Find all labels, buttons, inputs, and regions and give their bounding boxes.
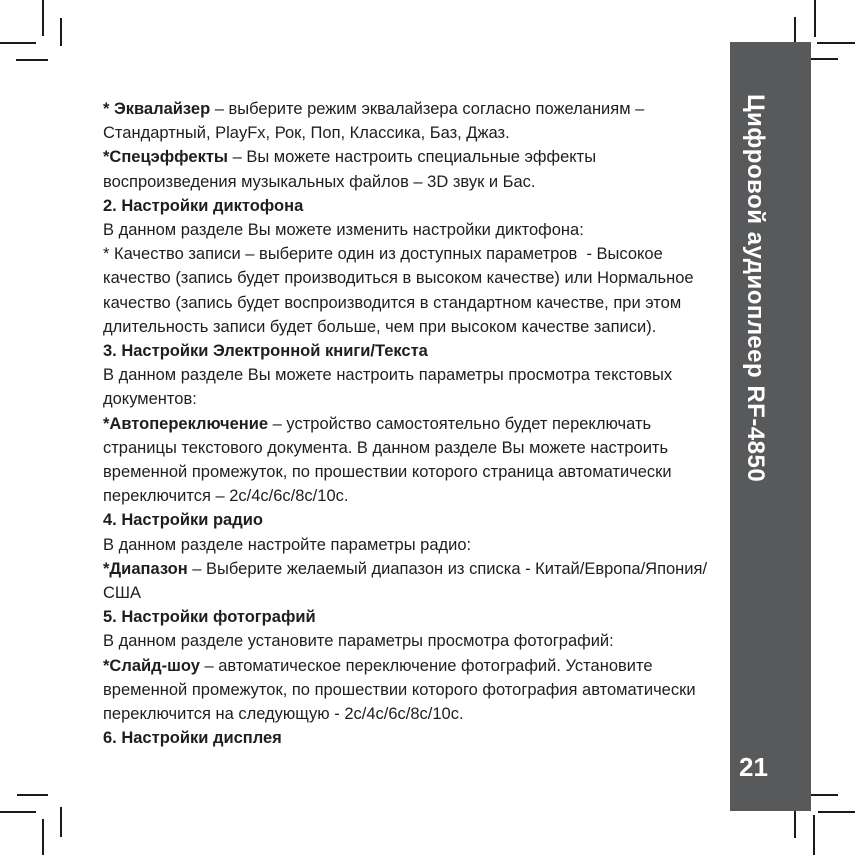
crop-mark [60, 807, 62, 837]
text-run: – Выберите желаемый диапазон из списка - Китай/Европа/Япония/ [187, 559, 708, 578]
text-line [103, 145, 723, 169]
text-run: воспроизведения музыкальных файлов – 3D звук и Бас. [103, 172, 536, 191]
text-run: * Качество записи – выберите один из доступных параметров - Высокое [103, 245, 663, 264]
crop-mark [813, 815, 815, 855]
text-run: В данном разделе Вы можете настроить параметры просмотра текстовых [103, 366, 673, 385]
text-run: страницы текстового документа. В данном разделе Вы можете настроить [103, 438, 669, 457]
bold-run: 6. Настройки дисплея [103, 729, 282, 748]
text-line [103, 242, 723, 266]
crop-mark [60, 18, 62, 46]
page-number: 21 [739, 752, 768, 782]
sidebar-tab [730, 42, 811, 811]
bold-run: 4. Настройки радио [103, 511, 263, 530]
text-run: В данном разделе Вы можете изменить настройки диктофона: [103, 221, 584, 240]
text-line [103, 557, 723, 581]
text-line [103, 412, 723, 436]
text-run: – автоматическое переключение фотографий. Установите [199, 656, 653, 675]
text-run: – Вы можете настроить специальные эффекты [228, 148, 597, 167]
sidebar-title: Цифровой аудиоплеер RF-4850 [742, 94, 769, 483]
crop-mark [808, 794, 838, 796]
text-run: – выберите режим эквалайзера согласно пожеланиям – [210, 100, 645, 118]
text-line [103, 702, 723, 726]
bold-run: 2. Настройки диктофона [103, 196, 304, 215]
text-run: длительность записи будет больше, чем при высоком качестве записи). [103, 317, 657, 336]
text-run: Стандартный, PlayFx, Рок, Поп, Классика, Баз, Джаз. [103, 124, 510, 143]
text-line [103, 363, 723, 387]
text-run: переключится на следующую - 2с/4с/6с/8с/10с. [103, 705, 464, 724]
text-line [103, 387, 723, 411]
bold-run: * Эквалайзер [103, 100, 211, 118]
text-line [103, 436, 723, 460]
bold-run: *Спецэффекты [103, 148, 228, 167]
text-run: В данном разделе настройте параметры радио: [103, 535, 472, 554]
text-run: В данном разделе установите параметры просмотра фотографий: [103, 632, 614, 651]
text-line [103, 581, 723, 605]
text-line [103, 484, 723, 508]
text-line [103, 460, 723, 484]
text-run: качество (запись будет воспроизводится в стандартном качестве, при этом [103, 293, 682, 312]
text-line [103, 97, 723, 121]
crop-mark [17, 794, 48, 796]
text-line [103, 315, 723, 339]
crop-mark [794, 807, 796, 838]
heading-line [103, 508, 723, 532]
heading-line [103, 726, 723, 750]
bold-run: 5. Настройки фотографий [103, 608, 316, 627]
text-line [103, 533, 723, 557]
text-line [103, 218, 723, 242]
text-run: США [103, 584, 142, 603]
crop-mark [0, 811, 36, 813]
text-line [103, 654, 723, 678]
text-line [103, 121, 723, 145]
bold-run: 3. Настройки Электронной книги/Текста [103, 342, 428, 361]
crop-mark [42, 819, 44, 855]
bold-run: *Диапазон [103, 559, 188, 578]
crop-mark [818, 811, 855, 813]
text-run: – устройство самостоятельно будет переключать [268, 414, 652, 433]
heading-line [103, 605, 723, 629]
bold-run: *Автопереключение [103, 414, 269, 433]
text-run: качество (запись будет производиться в высоком качестве) или Нормальное [103, 269, 694, 288]
heading-line [103, 194, 723, 218]
text-run: документов: [103, 390, 197, 409]
bold-run: *Слайд-шоу [103, 656, 200, 675]
text-line [103, 170, 723, 194]
crop-mark [0, 42, 36, 44]
text-line [103, 678, 723, 702]
text-run: временной промежуток, по прошествии которого страница автоматически [103, 463, 672, 482]
text-line [103, 291, 723, 315]
text-line [103, 629, 723, 653]
text-run: временной промежуток, по прошествии которого фотография автоматически [103, 680, 696, 699]
text-run: переключится – 2с/4с/6с/8с/10с. [103, 487, 349, 506]
crop-mark [16, 59, 48, 61]
crop-mark [808, 58, 838, 60]
crop-mark [42, 0, 44, 36]
content-lines [103, 97, 723, 750]
crop-mark [817, 42, 855, 44]
heading-line [103, 339, 723, 363]
text-line [103, 266, 723, 290]
crop-mark [814, 0, 816, 37]
